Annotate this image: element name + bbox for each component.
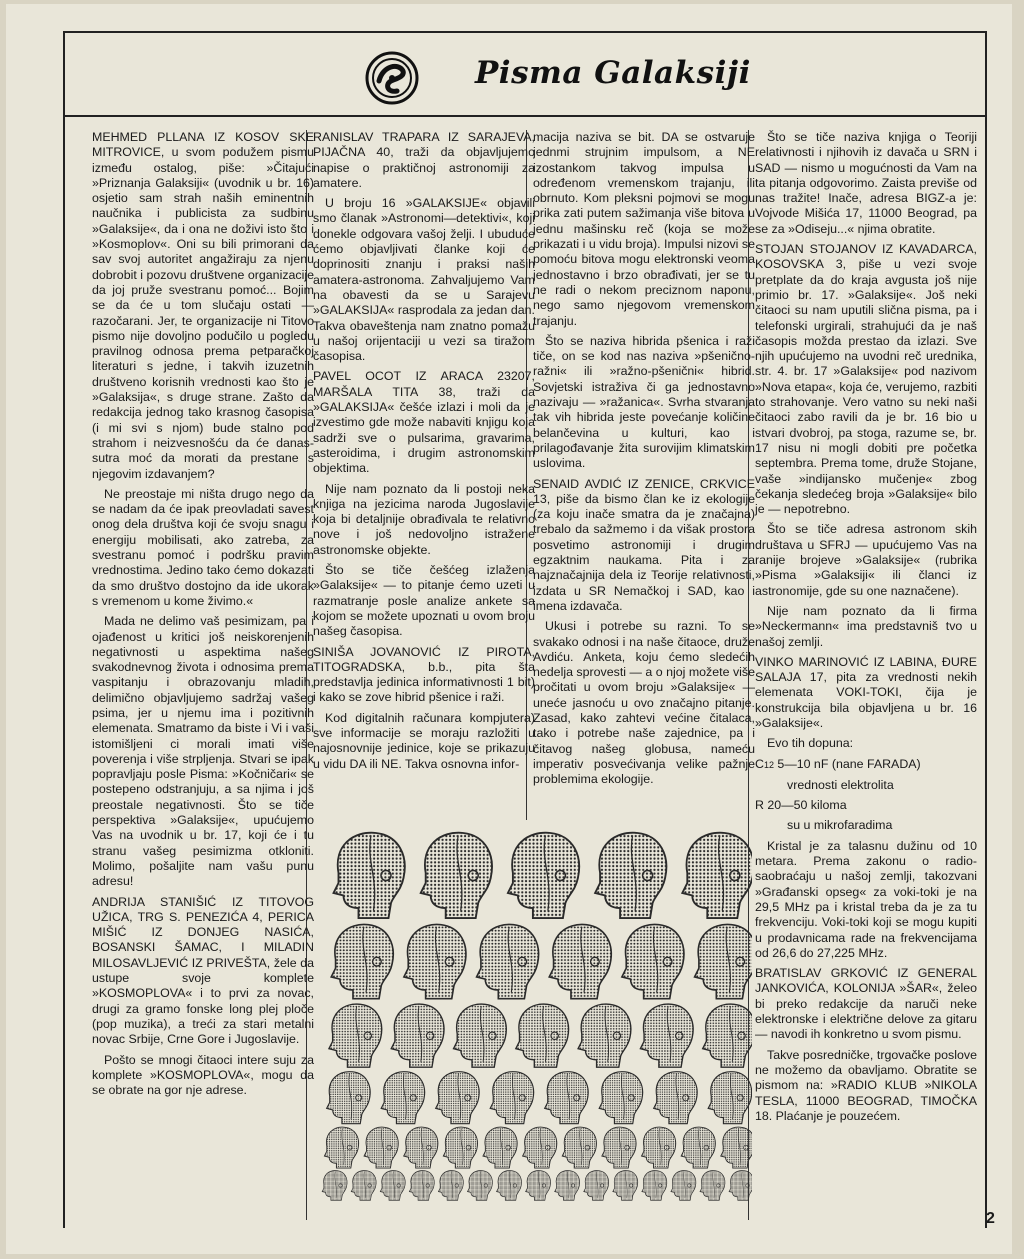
answer-paragraph: Mada ne delimo vaš pesimizam, pa i ojađenost u kritici još neiskorenjenih negativnosti u aspektima našeg svakodnevnog života i odnosima prema vaspitanju i obrazovanju mladih, delimično objavljujemo sadržaj vašeg psima, jer u njemu ima i pozitivnih elemenata. Smatramo da biste i Vi i vaši istomišljeni ci morali imati više poverenja i više strpljenja. Stvari se ipak popravljaju posle Pisma: »Kočničari« se postepeno odstranjuju, a sa njima i još preostale negativnosti. Što se tiče perspektiva »Galaksije«, upućujemo Vas na uvodnik u br. 17, koji će i tu stranu vašeg pesimizma otkloniti. Molimo, pošaljite nam vašu punu adresu! xyxy=(92,614,314,889)
answer-paragraph: macija naziva se bit. DA se ostvaruje jednmi strujnim impulsom, a NE izostankom takvog impulsa u određenom vremenskom trajanju, ili obrnuto. Kom pleksni pojmovi se mogu prika zati putem sažimanja više bitova u jednu mašinsku reč (koja se može prikazati i u vidu broja). Impulsi nizovi se pomoću bitova mogu elektronski veoma jednostavno i brzo obrađivati, jer se tu ne radi o nekom preciznom naponu, nego samo njegovom vremenskom trajanju. xyxy=(533,130,755,328)
head-figure xyxy=(409,1171,434,1201)
head-figure xyxy=(642,1171,667,1201)
head-figure xyxy=(490,1072,533,1124)
c-value: 5—10 nF (nane FARADA) xyxy=(777,756,921,771)
head-figure xyxy=(595,833,666,918)
head-figure xyxy=(708,1072,751,1124)
galaksija-logo-icon xyxy=(365,51,419,105)
c-label: C xyxy=(755,756,764,771)
component-value-r xyxy=(755,798,977,813)
page xyxy=(6,4,1012,1254)
head-figure xyxy=(391,1004,444,1067)
head-figure xyxy=(526,1171,551,1201)
head-figure xyxy=(545,1072,588,1124)
page-title: Pisma Galaksiji xyxy=(475,55,751,91)
content-frame xyxy=(63,31,987,1228)
head-figure xyxy=(523,1127,557,1168)
head-figure xyxy=(483,1127,517,1168)
head-figure xyxy=(700,1171,725,1201)
head-figure xyxy=(477,924,539,998)
head-figure xyxy=(331,924,393,998)
head-figure xyxy=(640,1004,693,1067)
head-figure xyxy=(508,833,579,918)
letter-paragraph: VINKO MARINOVIĆ IZ LABINA, ĐURE SALAJA 17, pita za vrednosti nekih elemenata VOKI-TOKI, čija je konstrukcija bila objavljena u br. 16 »Galaksije«. xyxy=(755,654,977,730)
head-figure xyxy=(334,833,405,918)
letter-paragraph: BRATISLAV GRKOVIĆ IZ GENERAL JANKOVIĆA, KOLONIJA »ŠAR«, želeo bi preko redakcije da naruči neke elektronske i električne delove za gitaru — navodi ih konkretno u svom pismu. xyxy=(755,966,977,1042)
head-figure xyxy=(549,924,611,998)
header-divider xyxy=(65,115,985,117)
c-subscript: 12 xyxy=(763,759,774,770)
column-3 xyxy=(533,130,755,835)
component-value-c xyxy=(755,757,977,773)
head-figure xyxy=(467,1171,492,1201)
answer-paragraph: Kod digitalnih računara kompjutera) sve informacije se moraju razložiti u najosnovnije jedinice, koje se prikazuju u vidu DA ili NE. Takva osnovna infor- xyxy=(313,710,535,771)
head-figure xyxy=(516,1004,569,1067)
answer-paragraph: Takve posredničke, trgovačke poslove ne možemo da obavljamo. Obratite se pismom na: »RADIO KLUB »NIKOLA TESLA, 11000 BEOGRAD, TIMOČKA 18. Plaćanje je pouzećem. xyxy=(755,1047,977,1123)
answer-paragraph: Što se naziva hibrida pšenica i raži tiče, on se kod nas naziva »pšenično-ražni« ili »ražno-pšenični« hibrid. Sovjetski istraživa či ga jednostavno nazivaju — »ražanica«. Svrha stvaranja tak vih hibrida jeste povećanje količine belančevina u kulturi, kao i prilagođavanje žita surovijim klimatskim uslovima. xyxy=(533,333,755,471)
letter-paragraph: PAVEL OCOT IZ ARACA 23207, MARŠALA TITA 38, traži da »GALAKSIJA« češće izlazi i moli da je izvestimo gde može nabaviti knjigu koja sadrži sve o pulsarima, gravarima, asteroidima, i drugim astronomskim objektima. xyxy=(313,369,535,476)
r-value: 20—50 kiloma xyxy=(767,798,847,813)
head-figure xyxy=(381,1072,424,1124)
page-header xyxy=(65,33,985,115)
head-figure xyxy=(599,1072,642,1124)
head-figure xyxy=(654,1072,697,1124)
head-figure xyxy=(729,1171,752,1201)
head-figure xyxy=(703,1004,752,1067)
column-4 xyxy=(755,130,977,1129)
head-figure xyxy=(329,1004,382,1067)
head-figure xyxy=(671,1171,696,1201)
letter-paragraph: ANDRIJA STANIŠIĆ IZ TITOVOG UŽICA, TRG S. PENEZIĆA 4, PERICA MIŠIĆ IZ DONJEG NASIĆA, BOSANSKI ŠAMAC, I MILADIN MILOSAVLJEVIĆ IZ PRIVEŠTA, žele da ustupe svoje komplete »KOSMOPLOVA« i to prvi za novac, drugi za gramo fonske long plej ploče (pop muzika), a treći za stari metalni novac Srbije, Crne Gore i Jugoslavije. xyxy=(92,894,314,1047)
head-figure xyxy=(380,1171,405,1201)
answer-paragraph: Nije nam poznato da li firma »Neckermann« ima predstavniš tvo u našoj zemlji. xyxy=(755,603,977,649)
column-2 xyxy=(313,130,535,777)
head-figure xyxy=(404,924,466,998)
r-description: su u mikrofaradima xyxy=(787,818,893,833)
letter-paragraph: STOJAN STOJANOV IZ KAVADARCA, KOSOVSKA 3, piše u vezi svoje pretplate da do kraja avgusta još nije primio br. 17. »Galaksije«. Još neki čitaoci su nam uputili slična pisma, pa i telefonski urgirali, strahujući da je naš časopis možda prestao da izlazi. Sve njih upućujemo na uvodni reč urednika, str. 4. br. 17 »Galaksije« pod nazivom »Nova etapa«, koja će, verujemo, razbiti to strahovanje. Vero vatno su neki naši čitaoci zabo ravili da je br. 16 bio u stvari dvobroj, pa stoga, razume se, br. 17 nisu ni mogli dobiti pre početka septembra. Prema tome, druže Stojane, vaše »indijansko mučenje« zbog čekanja sledećeg broja »Galaksije« bilo je — nepotrebno. xyxy=(755,242,977,517)
column-1 xyxy=(92,130,314,1103)
head-figure xyxy=(454,1004,507,1067)
head-figure xyxy=(364,1127,398,1168)
head-figure xyxy=(555,1171,580,1201)
head-figure xyxy=(602,1127,636,1168)
letter-paragraph: Ne preostaje mi ništa drugo nego da se nadam da će ipak preovladati savest onog dela društva koji će svoju snagu i energiju mobilisati, ako zatreba, za svestranu pomoć i podršku pravim vrednostima. Jedino tako ćemo dokazati da smo društvo dostojno da ide ukorak s vremenom u kome živimo.« xyxy=(92,486,314,608)
letter-paragraph: SINIŠA JOVANOVIĆ IZ PIROTA, TITOGRADSKA, b.b., pita šta predstavlja jedinica informativnosti 1 bit) i kako se zove hibrid pšenice i raži. xyxy=(313,644,535,705)
head-figure xyxy=(613,1171,638,1201)
head-figure xyxy=(641,1127,675,1168)
letter-paragraph: SENAID AVDIĆ IZ ZENICE, CRKVICE 13, piše da bismo član ke iz ekologije (za koju inače smatra da je značajna) trebalo da sažmemo i da višak prostora posvetimo astronomiji i drugim egzaktnim naukama. Pita i za najznačajnija dela iz Teorije relativnosti, izdata u SR Nemačkoj i SAD, kao i imena izdavača. xyxy=(533,476,755,613)
head-figure xyxy=(584,1171,609,1201)
letter-paragraph: MEHMED PLLANA IZ KOSOV SKE MITROVICE, u svom podužem pismu između ostalog, piše: »Čitajući »Priznanja Galaksiji« (uvodnik u br. 16) osjetio sam strah naših eminentnih naučnika i publicista za sudbinu »Galaksije«, da i ona ne doživi isto što i »Kosmoplov«. Oni su bili primorani da sav svoj autoritet angažiraju za njenu dobrobit i pozovu društvene organizacije da joj pruže svestranu pomoć... Bojim se da će u tom slučaju ostati — razočarani. Jer, te organizacije ni Titovo pismo nije dovoljno podučilo u pogledu pravilnog odnosa prema petparačkoj literaturi s jedne, i takvih izuzetnih društveno korisnih vrednosti kao što je »Galaksija«, s druge strane. Zašto da redakcija jednog tako krasnog časopisa (i mi svi s njom) bude stalno pod strahom i neizvesnošću da će danas-sutra moć da morati da prestane s njegovim izdavanjem? xyxy=(92,130,314,481)
head-figure xyxy=(436,1072,479,1124)
head-figure xyxy=(695,924,752,998)
head-figure xyxy=(327,1072,370,1124)
head-figure xyxy=(443,1127,477,1168)
answer-paragraph: Što se tiče naziva knjiga o Teoriji relativnosti i njihovih iz davača u SRN i SAD — nismo u mogućnosti da Vam na ta pitanja odgovorimo. Zaista previše od nas tražite! Inače, adresa BIGZ-a je: Vojvode Mišića 17, 11000 Beograd, pa se za »Odiseju...« njima obratite. xyxy=(755,130,977,236)
head-figure xyxy=(622,924,684,998)
head-figure xyxy=(578,1004,631,1067)
answer-paragraph: Kristal je za talasnu dužinu od 10 metara. Prema zakonu o radio-saobraćaju u našoj zemlji, takozvani »Građanski opseg« za voki-toki je na 29,5 MHz pa i kristal treba da je za tu frekvenciju. Voki-toki koji se mogu kupiti u prodavnicama rade na frekvencijama od 26,6 do 27,225 MHz. xyxy=(755,838,977,960)
answer-paragraph: Evo tih dopuna: xyxy=(767,736,854,751)
head-figure xyxy=(681,1127,715,1168)
head-rows xyxy=(322,833,752,1201)
r-label: R xyxy=(755,798,764,813)
answer-paragraph: Pošto se mnogi čitaoci intere suju za komplete »KOSMOPLOVA«, mogu da se obrate na gor nje adrese. xyxy=(92,1052,314,1098)
head-figure xyxy=(351,1171,376,1201)
head-figure xyxy=(682,833,752,918)
answer-paragraph: Što se tiče češćeg izlaženja »Galaksije« — to pitanje ćemo uzeti u razmatranje posle analize ankete sa kojom se možete upoznati u ovom broju našeg časopisa. xyxy=(313,563,535,639)
head-figure xyxy=(562,1127,596,1168)
answer-paragraph: Nije nam poznato da li postoji neka knjiga na jezicima naroda Jugoslavije koja bi detaljnije obrađivala te relativno nove i još nedovoljno istražene astronomske objekte. xyxy=(313,481,535,557)
c-description: vrednosti elektrolita xyxy=(787,777,894,792)
head-figure xyxy=(497,1171,522,1201)
head-figure xyxy=(324,1127,358,1168)
halftone-head-grid-icon xyxy=(316,823,752,1223)
head-figure xyxy=(322,1171,347,1201)
head-figure xyxy=(438,1171,463,1201)
answer-paragraph: U broju 16 »GALAKSIJE« objavili smo članak »Astronomi—detektivi«, koji donekle odgovara vašoj želji. I ubuduće ćemo objavljivati članke koji će doprinositi znanju i praksi naših amatera-astronoma. Zahvaljujemo Vam na obavesti da se u Sarajevu »GALAKSIJA« rasprodala za jedan dan. Takva obaveštenja nam znatno pomažu u našoj orijentaciji u vezi sa tiražom časopisa. xyxy=(313,196,535,364)
head-figure xyxy=(421,833,492,918)
page-number: 2 xyxy=(986,1210,995,1227)
head-figure xyxy=(404,1127,438,1168)
head-figure xyxy=(721,1127,752,1168)
answer-paragraph: Što se tiče adresa astronom skih društava u SFRJ — upućujemo Vas na ranije brojeve »Galaksije« (rubrika »Pisma »Galaksiji« ili članci iz astronomije, gde su one naznačene). xyxy=(755,522,977,598)
answer-paragraph: Ukusi i potrebe su razni. To se svakako odnosi i na naše čitaoce, druže Avdiću. Anketa, koju ćemo sledećih nedelja sprovesti — a o njoj možete više pročitati u ovom broju »Galaksije« — uneće jasnoću u ovo značajno pitanje. Zasad, kako zahtevi većine čitalaca, tako i potrebe naše zajednice, pa i čitavog našeg globusa, nameću imperativ posvećivanja velike pažnje problemima ekologije. xyxy=(533,619,755,787)
letter-paragraph: RANISLAV TRAPARA IZ SARAJEVA, PIJAČNA 40, traži da objavljujemo napise o praktičnoj astronomiji za amatere. xyxy=(313,130,535,190)
